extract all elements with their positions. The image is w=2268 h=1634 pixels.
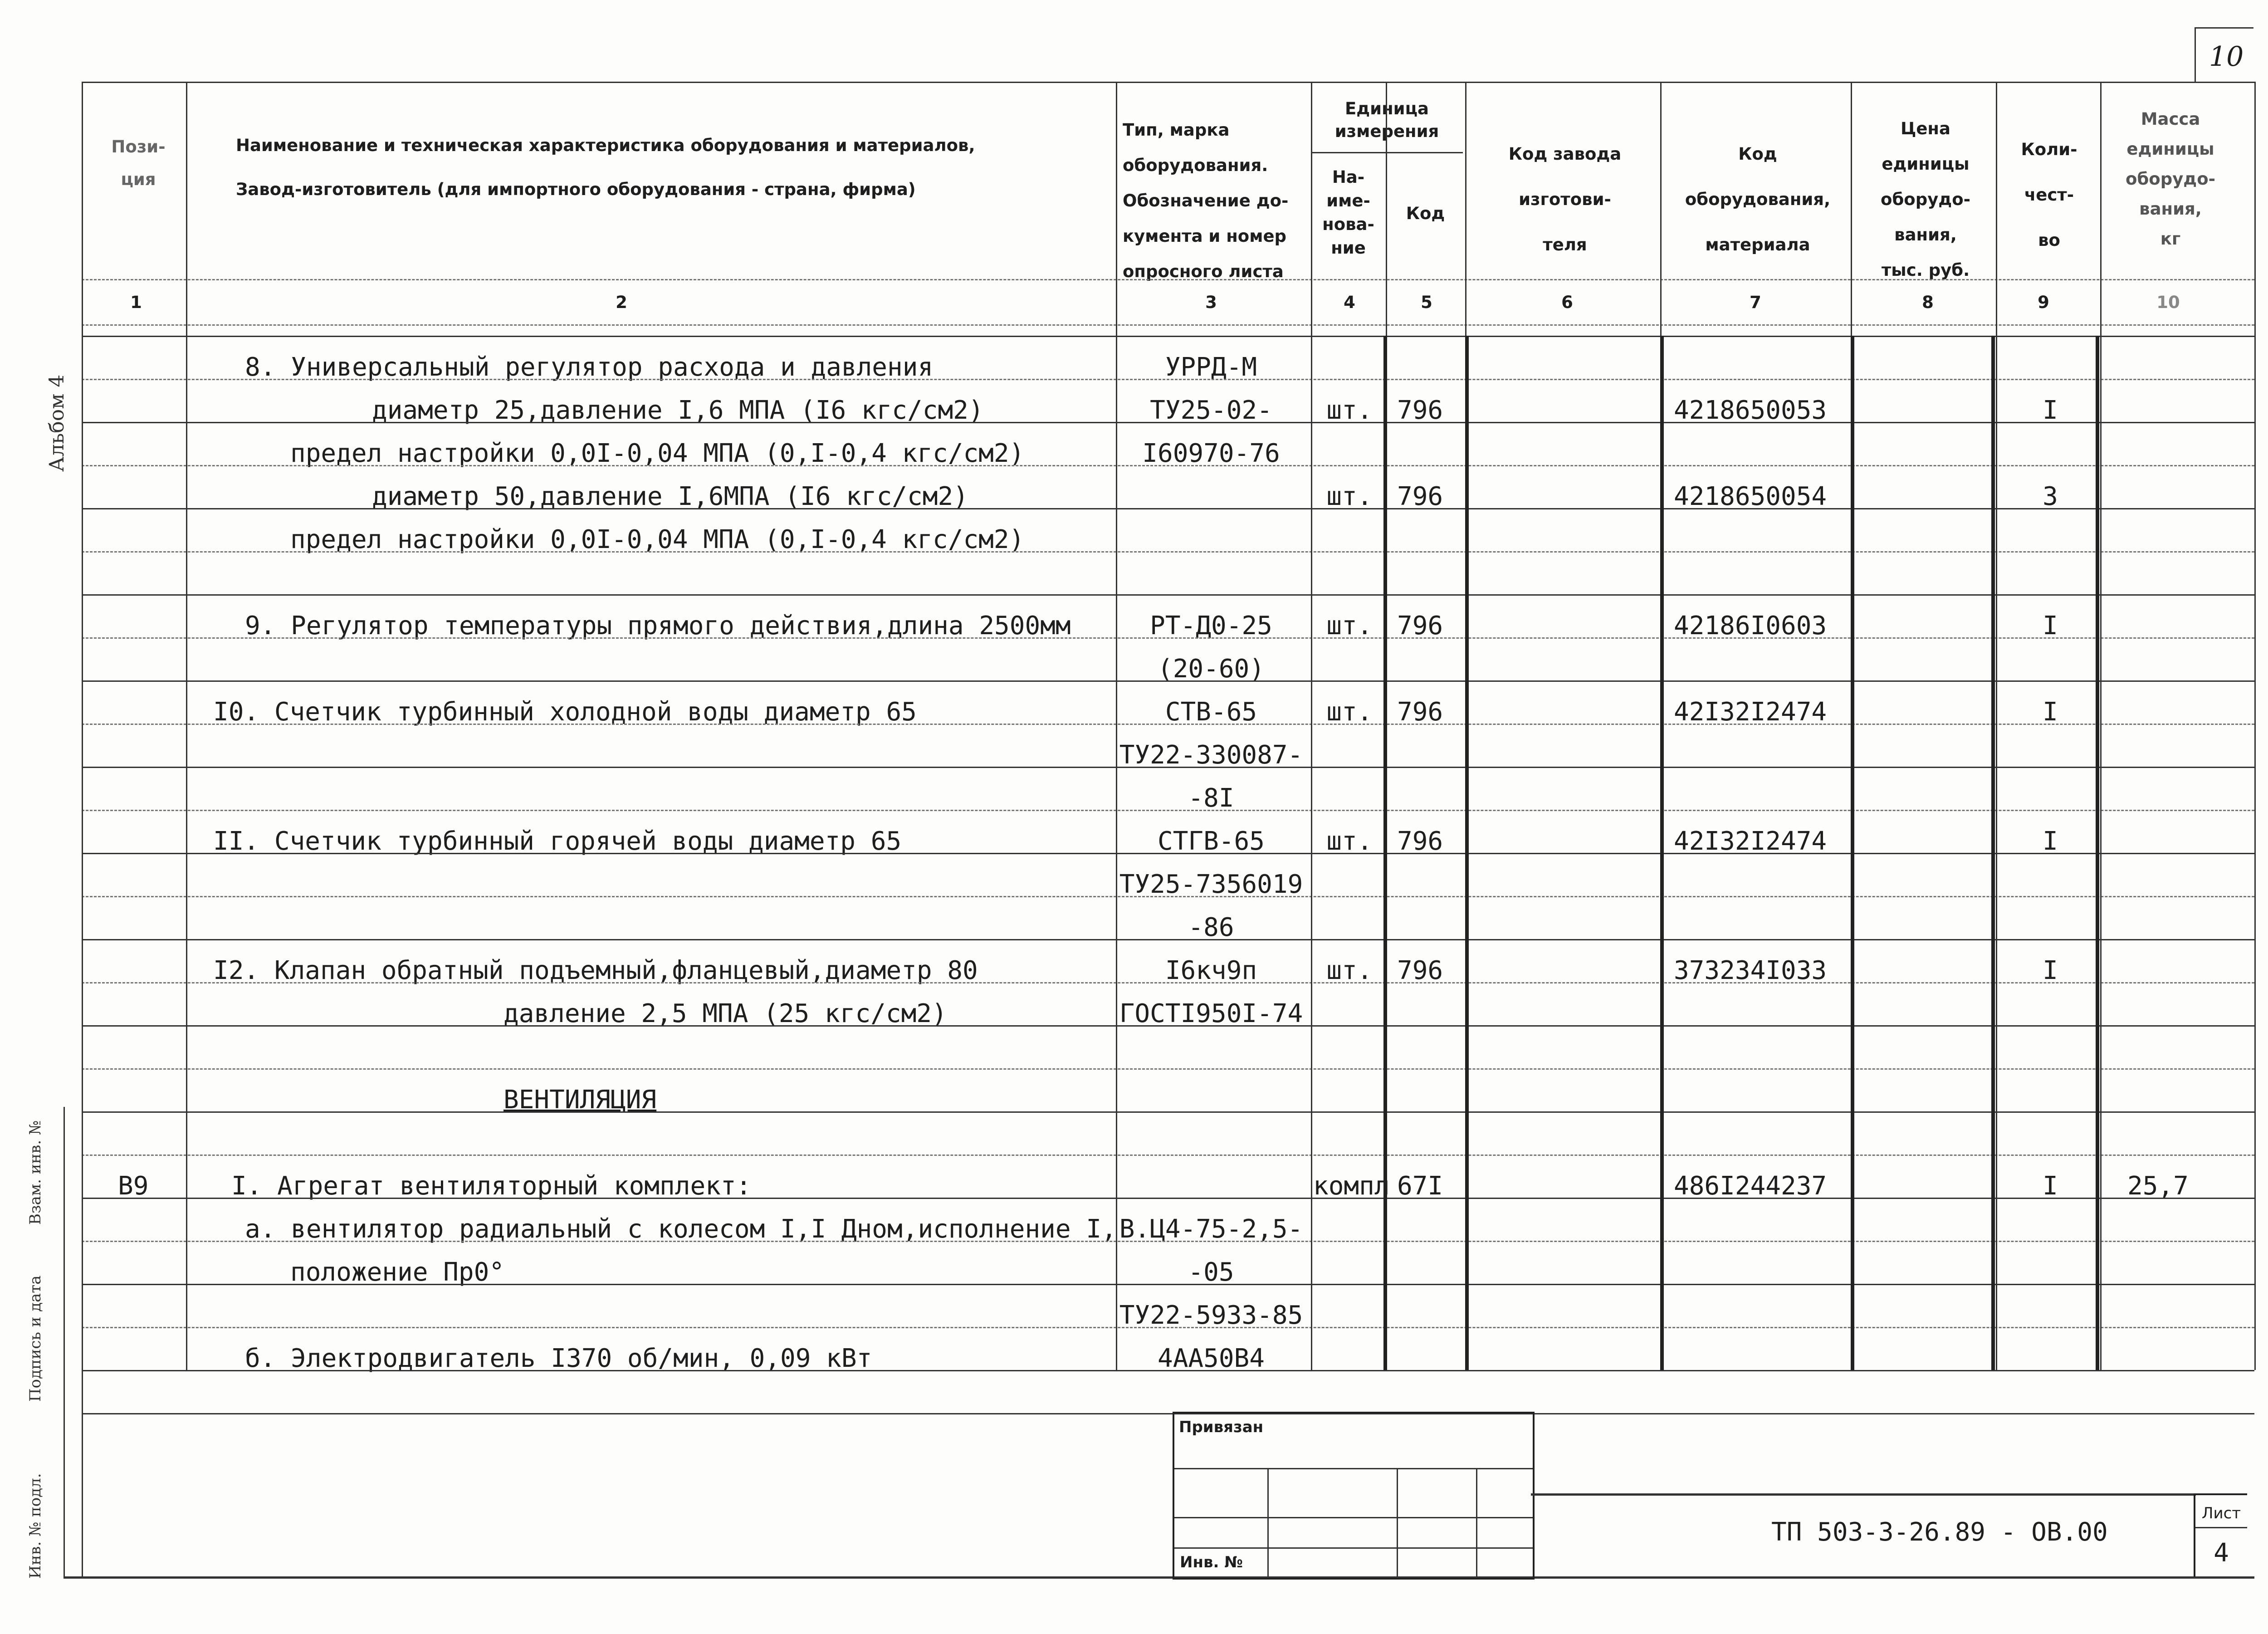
- grid-line: [2096, 336, 2099, 1370]
- grid-line: [82, 1198, 2254, 1199]
- header-col2-line: Наименование и техническая характеристика оборудования и материалов,: [236, 136, 975, 155]
- cell-eqcode: 42I32I2474: [1674, 697, 1827, 727]
- grid-line: [82, 680, 2254, 682]
- grid-line: [1311, 152, 1312, 279]
- grid-line: [1465, 336, 1469, 1370]
- header-col1-line: ция: [121, 170, 156, 189]
- cell-qty: I: [2043, 827, 2058, 856]
- grid-line: [82, 1241, 2254, 1242]
- margin-stamp-label: Взам. инв. №: [26, 1120, 44, 1225]
- header-col7-line: оборудования,: [1685, 190, 1831, 209]
- header-col3-line: Обозначение до-: [1123, 191, 1289, 210]
- header-col3-line: опросного листа: [1123, 262, 1284, 281]
- grid-line: [82, 982, 2254, 983]
- cell-name: I. Агрегат вентиляторный комплект:: [231, 1171, 752, 1201]
- cell-qty: I: [2043, 1171, 2058, 1201]
- grid-line: [2100, 82, 2102, 1370]
- cell-eqcode: 42I32I2474: [1674, 827, 1827, 856]
- grid-line: [82, 508, 2254, 509]
- column-number: 7: [1750, 293, 1761, 312]
- grid-line: [2254, 82, 2256, 1370]
- cell-type: РТ-Д0-25: [1150, 611, 1272, 641]
- cell-type: ТУ25-7356019: [1119, 870, 1303, 899]
- header-col7: [1665, 132, 1851, 268]
- grid-line: [82, 594, 2254, 596]
- sheet-box: [2194, 1493, 2247, 1577]
- cell-unit: компл: [1313, 1171, 1390, 1201]
- grid-line: [82, 465, 2254, 466]
- header-col1: [88, 138, 188, 188]
- grid-line: [1851, 336, 1854, 1370]
- header-col6-line: Код завода: [1508, 144, 1622, 164]
- sheet-label: Лист: [2201, 1504, 2241, 1522]
- header-col2-line: Завод-изготовитель (для импортного оборудования - страна, фирма): [236, 180, 916, 199]
- column-number: 6: [1561, 293, 1573, 312]
- header-col8-line: Цена: [1901, 119, 1950, 138]
- cell-qty: I: [2043, 396, 2058, 425]
- column-number-row: [0, 294, 2268, 317]
- grid-line: [1991, 336, 1995, 1370]
- cell-eqcode: 4218650053: [1674, 396, 1827, 425]
- header-col6: [1470, 132, 1660, 268]
- grid-line: [82, 637, 2254, 639]
- cell-code: 796: [1397, 482, 1443, 511]
- grid-line: [64, 1576, 2254, 1579]
- grid-line: [1996, 82, 1997, 1370]
- header-col4-line: нова-: [1322, 215, 1374, 234]
- header-col3-line: оборудования.: [1123, 156, 1268, 175]
- margin-stamp-label: Подпись и дата: [26, 1275, 44, 1402]
- cell-code: 796: [1397, 396, 1443, 425]
- header-col8-line: вания,: [1894, 225, 1957, 245]
- cell-name: а. вентилятор радиальный с колесом I,I Дном,исполнение I,: [245, 1214, 1117, 1244]
- grid-line: [64, 1107, 65, 1576]
- grid-line: [82, 767, 2254, 768]
- cell-code: 796: [1397, 827, 1443, 856]
- cell-name: предел настройки 0,0I-0,04 МПА (0,I-0,4 кгс/см2): [290, 525, 1025, 554]
- header-col9-line: во: [2038, 230, 2060, 250]
- cell-type: -86: [1188, 913, 1234, 942]
- cell-unit: шт.: [1326, 482, 1373, 511]
- column-number: 1: [130, 293, 142, 312]
- cell-pos: В9: [118, 1171, 149, 1201]
- header-col3-line: Тип, марка: [1123, 120, 1230, 140]
- grid-line: [82, 379, 2254, 380]
- cell-qty: I: [2043, 611, 2058, 641]
- section-heading: ВЕНТИЛЯЦИЯ: [503, 1085, 657, 1115]
- grid-line: [82, 896, 2254, 897]
- grid-line: [82, 1025, 2254, 1027]
- cell-eqcode: 373234I033: [1674, 956, 1827, 985]
- cell-name: диаметр 25,давление I,6 МПА (I6 кгс/см2): [372, 396, 984, 425]
- column-number: 8: [1922, 293, 1934, 312]
- header-col4: [1311, 166, 1386, 260]
- cell-code: 796: [1397, 697, 1443, 727]
- header-col8: [1855, 111, 1996, 288]
- document-designation: ТП 503-3-26.89 - ОВ.00: [1771, 1517, 2108, 1547]
- grid-line: [82, 1284, 2254, 1285]
- cell-type: -05: [1188, 1257, 1234, 1287]
- header-unit-line: измерения: [1334, 122, 1439, 141]
- stamp-bound-box: [1173, 1412, 1535, 1580]
- header-unit-line: Единица: [1345, 99, 1429, 118]
- grid-line: [186, 82, 187, 1370]
- column-number: 10: [2156, 293, 2180, 312]
- grid-line: [1660, 336, 1664, 1370]
- column-number: 5: [1421, 293, 1432, 312]
- grid-line: [82, 336, 2254, 337]
- cell-name: 9. Регулятор температуры прямого действия,длина 2500мм: [245, 611, 1071, 641]
- cell-code: 67I: [1397, 1171, 1443, 1201]
- header-col10-line: Масса: [2141, 109, 2200, 129]
- header-col4-line: име-: [1326, 191, 1370, 210]
- cell-eqcode: 42186I0603: [1674, 611, 1827, 641]
- grid-line: [82, 551, 2254, 553]
- cell-unit: шт.: [1326, 827, 1373, 856]
- header-col5: Код: [1406, 204, 1445, 223]
- stamp-bound-label: Привязан: [1179, 1418, 1264, 1436]
- header-col10-line: кг: [2160, 229, 2181, 249]
- cell-code: 796: [1397, 956, 1443, 985]
- grid-line: [82, 324, 2254, 326]
- cell-type: СТГВ-65: [1157, 827, 1265, 856]
- header-col2: [236, 137, 975, 198]
- sheet-number: 4: [2214, 1538, 2229, 1568]
- header-col1-line: Пози-: [111, 137, 166, 157]
- cell-qty: I: [2043, 697, 2058, 727]
- cell-name: давление 2,5 МПА (25 кгс/см2): [503, 999, 947, 1028]
- grid-line: [82, 939, 2254, 940]
- album-label: Альбом 4: [45, 374, 68, 472]
- cell-type: ТУ25-02-: [1150, 396, 1272, 425]
- grid-line: [82, 724, 2254, 725]
- cell-name: I2. Клапан обратный подъемный,фланцевый,диаметр 80: [213, 956, 978, 985]
- cell-name: I0. Счетчик турбинный холодной воды диаметр 65: [213, 697, 917, 727]
- header-col6-line: теля: [1543, 235, 1587, 254]
- cell-eqcode: 486I244237: [1674, 1171, 1827, 1201]
- cell-type: ТУ22-330087-: [1119, 740, 1303, 770]
- cell-name: диаметр 50,давление I,6МПА (I6 кгс/см2): [372, 482, 968, 511]
- grid-line: [82, 1327, 2254, 1328]
- header-col10-line: единицы: [2126, 139, 2214, 159]
- cell-type: I60970-76: [1142, 439, 1280, 468]
- header-col3: [1123, 113, 1295, 289]
- column-number: 3: [1205, 293, 1217, 312]
- grid-line: [82, 1155, 2254, 1156]
- margin-stamp-label: Инв. № подл.: [26, 1473, 44, 1579]
- cell-type: СТВ-65: [1165, 697, 1257, 727]
- header-col10: [2105, 104, 2236, 254]
- grid-line: [1116, 82, 1117, 1370]
- header-col4-line: ние: [1331, 238, 1366, 258]
- cell-type: В.Ц4-75-2,5-: [1119, 1214, 1303, 1244]
- grid-line: [2195, 27, 2196, 82]
- grid-line: [82, 853, 2254, 854]
- header-col7-line: Код: [1738, 144, 1777, 164]
- grid-line: [82, 1111, 2254, 1113]
- header-col8-line: оборудо-: [1881, 190, 1970, 209]
- cell-mass: 25,7: [2127, 1171, 2189, 1201]
- cell-type: УРРД-М: [1165, 352, 1257, 382]
- grid-line: [2195, 27, 2253, 29]
- cell-type: (20-60): [1157, 654, 1265, 684]
- grid-line: [1383, 336, 1387, 1370]
- cell-type: -8I: [1188, 783, 1234, 813]
- cell-type: 4АА50В4: [1157, 1344, 1265, 1373]
- header-col9: [1998, 127, 2100, 263]
- cell-type: ТУ22-5933-85: [1119, 1301, 1303, 1330]
- cell-unit: шт.: [1326, 611, 1373, 641]
- cell-type: ГОСТI950I-74: [1119, 999, 1303, 1028]
- column-number: 9: [2038, 293, 2049, 312]
- cell-type: I6кч9п: [1165, 956, 1257, 985]
- header-col8-line: единицы: [1882, 154, 1970, 174]
- header-col4-line: На-: [1332, 167, 1365, 187]
- column-number: 2: [616, 293, 627, 312]
- grid-line: [82, 1068, 2254, 1070]
- page-corner-number: 10: [2209, 41, 2244, 73]
- grid-line: [82, 810, 2254, 811]
- cell-name: предел настройки 0,0I-0,04 МПА (0,I-0,4 кгс/см2): [290, 439, 1025, 468]
- header-col9-line: чест-: [2024, 185, 2074, 205]
- cell-unit: шт.: [1326, 396, 1373, 425]
- grid-line: [82, 82, 83, 1370]
- cell-unit: шт.: [1326, 956, 1373, 985]
- header-col6-line: изготови-: [1519, 190, 1611, 209]
- cell-qty: I: [2043, 956, 2058, 985]
- cell-code: 796: [1397, 611, 1443, 641]
- stamp-inv-label: Инв. №: [1180, 1553, 1243, 1571]
- column-number: 4: [1344, 293, 1355, 312]
- grid-line: [82, 1370, 2254, 1371]
- header-col10-line: вания,: [2139, 199, 2202, 219]
- grid-line: [82, 279, 2254, 280]
- header-col3-line: кумента и номер: [1123, 226, 1287, 246]
- header-col8-line: тыс. руб.: [1881, 260, 1970, 280]
- grid-line: [82, 82, 2254, 83]
- cell-name: II. Счетчик турбинный горячей воды диаметр 65: [213, 827, 902, 856]
- header-col10-line: оборудо-: [2126, 169, 2215, 189]
- cell-name: 8. Универсальный регулятор расхода и давления: [245, 352, 934, 382]
- grid-line: [82, 1370, 83, 1576]
- cell-name: б. Электродвигатель I370 об/мин, 0,09 кВт: [245, 1344, 872, 1373]
- grid-line: [82, 422, 2254, 423]
- header-col9-line: Коли-: [2021, 140, 2077, 159]
- grid-line: [82, 1413, 2254, 1414]
- cell-qty: 3: [2043, 482, 2058, 511]
- header-col7-line: материала: [1705, 235, 1810, 254]
- cell-name: положение Пр0°: [290, 1257, 505, 1287]
- cell-unit: шт.: [1326, 697, 1373, 727]
- cell-eqcode: 4218650054: [1674, 482, 1827, 511]
